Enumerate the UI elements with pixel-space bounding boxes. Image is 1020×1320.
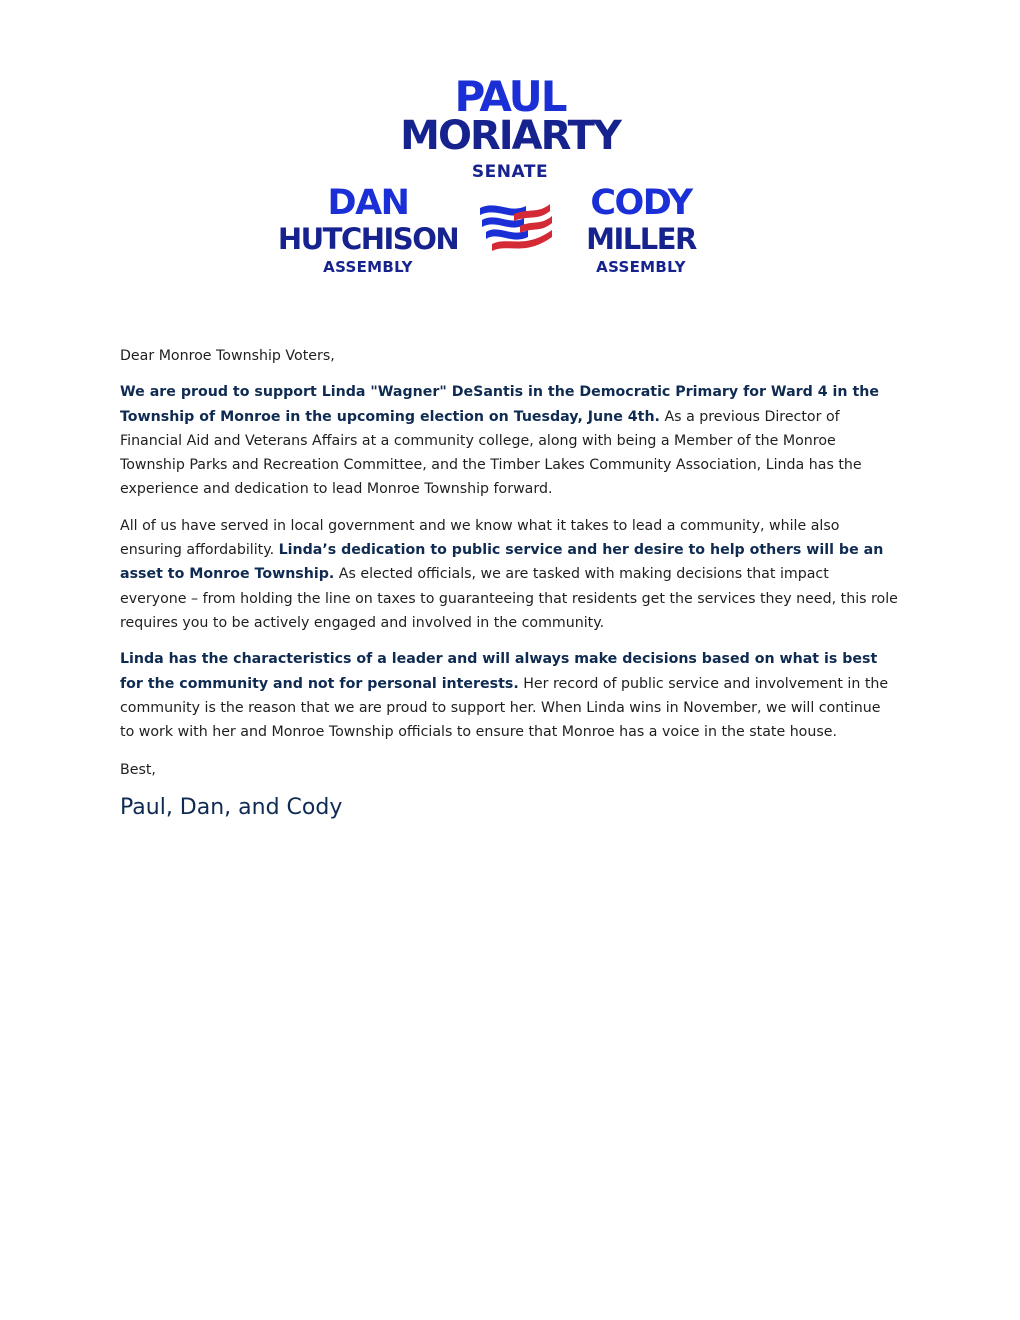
senate-role: SENATE	[471, 162, 549, 182]
greeting: Dear Monroe Township Voters,	[120, 348, 335, 364]
assembly-left-role: ASSEMBLY	[323, 258, 413, 276]
paragraph-2-bold: Linda’s dedication to public service and her desire to help others will be an asset to Monroe Township.	[120, 542, 884, 583]
assembly-right-role: ASSEMBLY	[596, 258, 686, 276]
assembly-candidate-left	[262, 183, 474, 276]
paragraph-1	[120, 380, 898, 501]
assembly-left-first-name: DAN	[327, 183, 409, 223]
assembly-candidate-right	[572, 183, 710, 276]
closing: Best,	[120, 762, 156, 779]
paragraph-3	[120, 647, 898, 744]
assembly-right-first-name: CODY	[590, 183, 692, 223]
assembly-right-last-name: MILLER	[586, 222, 696, 256]
paragraph-3-text: Her record of public service and involvement in the community is the reason that we are proud to support her. When Linda wins in November, we will continue to work with her and Monroe Township officials to ensure that Monroe has a voice in the state house.	[120, 675, 889, 741]
flag-icon	[476, 198, 556, 260]
paragraph-2-text-before: All of us have served in local government and we know what it takes to lead a community, while also ensuring affordability.	[120, 517, 840, 559]
paragraph-1-text: As a previous Director of Financial Aid and Veterans Affairs at a community college, along with being a Member of the Monroe Township Parks and Recreation Committee, and the Timber Lakes Community Association, Linda has the experience and dedication to lead Monroe Township forward.	[120, 408, 862, 498]
paragraph-1-bold: We are proud to support Linda "Wagner" DeSantis in the Democratic Primary for Ward 4 in the Township of Monroe in the upcoming election on Tuesday, June 4th.	[120, 384, 879, 425]
senate-last-name: MORIARTY	[400, 113, 620, 159]
paragraph-2	[120, 514, 898, 635]
signature: Paul, Dan, and Cody	[120, 794, 343, 820]
senate-first-name: PAUL	[454, 72, 566, 121]
paragraph-2-text-after: As elected officials, we are tasked with making decisions that impact everyone – from holding the line on taxes to guaranteeing that residents get the services they need, this role requires you to be actively engaged and involved in the community.	[120, 566, 898, 631]
letter-body	[120, 344, 898, 835]
assembly-left-last-name: HUTCHISON	[277, 222, 459, 256]
campaign-logo	[0, 0, 1020, 300]
paragraph-3-bold: Linda has the characteristics of a leader and will always make decisions based on what is best for the community and not for personal interests.	[120, 651, 878, 692]
